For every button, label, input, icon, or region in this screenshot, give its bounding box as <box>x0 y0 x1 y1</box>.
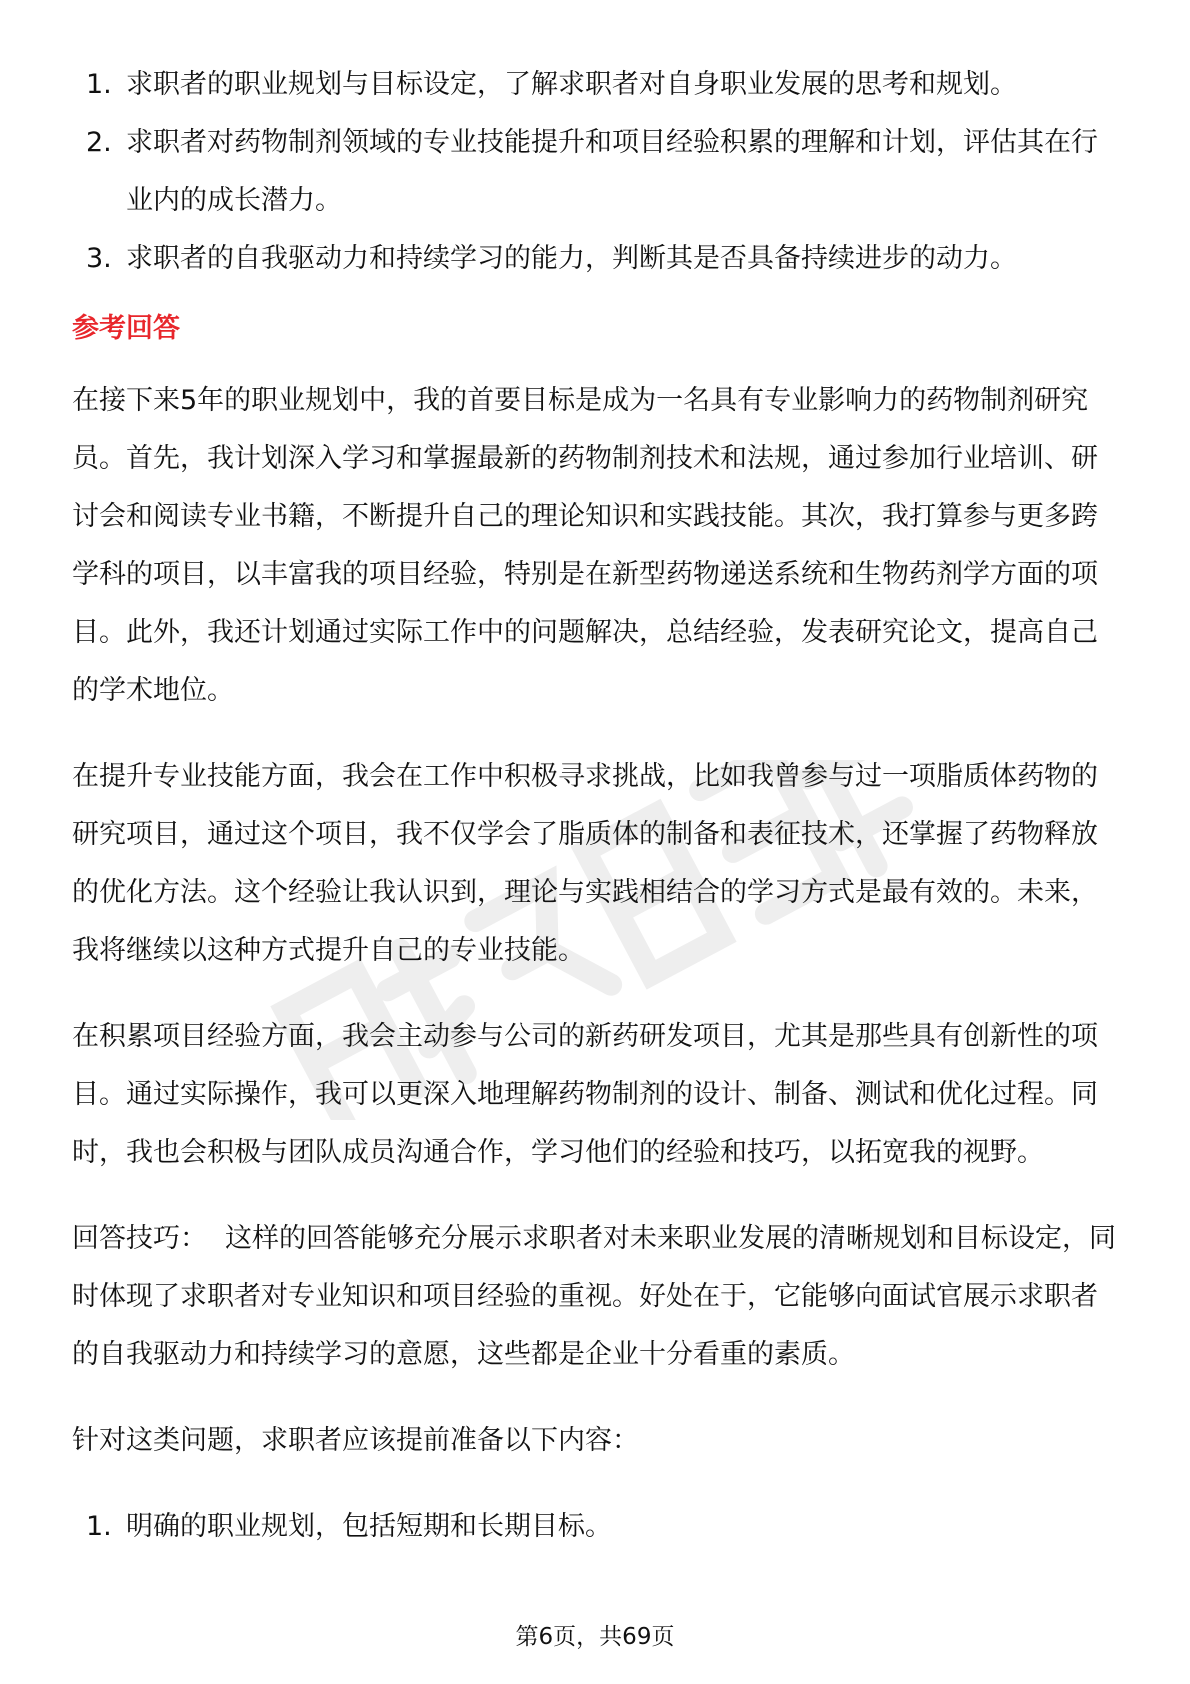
list-text: 求职者对药物制剂领域的专业技能提升和项目经验积累的理解和计划，评估其在行业内的成长潜力。 <box>126 127 1098 216</box>
list-item <box>72 56 1118 114</box>
list-number: 1. <box>86 69 112 100</box>
list-text: 明确的职业规划，包括短期和长期目标。 <box>126 1511 612 1542</box>
list-text: 求职者的职业规划与目标设定，了解求职者对自身职业发展的思考和规划。 <box>126 69 1017 100</box>
list-text: 求职者的自我驱动力和持续学习的能力，判断其是否具备持续进步的动力。 <box>126 243 1017 274</box>
section-title: 参考回答 <box>72 313 180 344</box>
list-number: 3. <box>86 243 112 274</box>
list-item <box>72 114 1118 230</box>
answer-paragraph: 在积累项目经验方面，我会主动参与公司的新药研发项目，尤其是那些具有创新性的项目。通过实际操作，我可以更深入地理解药物制剂的设计、制备、测试和优化过程。同时，我也会积极与团队成员沟通合作，学习他们的经验和技巧，以拓宽我的视野。 <box>72 1021 1098 1168</box>
tip-text: 这样的回答能够充分展示求职者对未来职业发展的清晰规划和目标设定，同时体现了求职者对专业知识和项目经验的重视。好处在于，它能够向面试官展示求职者的自我驱动力和持续学习的意愿，这些都是企业十分看重的素质。 <box>72 1223 1116 1370</box>
intro-list <box>72 56 1118 288</box>
list-number: 1. <box>86 1511 112 1542</box>
prep-intro: 针对这类问题，求职者应该提前准备以下内容： <box>72 1425 639 1456</box>
list-item <box>72 1498 1118 1556</box>
page-footer: 第6页，共69页 <box>515 1624 675 1650</box>
prep-list <box>72 1498 1118 1556</box>
answer-paragraph: 在提升专业技能方面，我会在工作中积极寻求挑战，比如我曾参与过一项脂质体药物的研究项目，通过这个项目，我不仅学会了脂质体的制备和表征技术，还掌握了药物释放的优化方法。这个经验让我认识到，理论与实践相结合的学习方式是最有效的。未来，我将继续以这种方式提升自己的专业技能。 <box>72 761 1098 966</box>
tip-label: 回答技巧： <box>72 1223 207 1254</box>
list-item <box>72 230 1118 288</box>
document-content <box>72 56 1118 1556</box>
list-number: 2. <box>86 127 112 158</box>
tip-paragraph <box>72 1210 1118 1384</box>
answer-paragraph: 在接下来5年的职业规划中，我的首要目标是成为一名具有专业影响力的药物制剂研究员。首先，我计划深入学习和掌握最新的药物制剂技术和法规，通过参加行业培训、研讨会和阅读专业书籍，不断提升自己的理论知识和实践技能。其次，我打算参与更多跨学科的项目，以丰富我的项目经验，特别是在新型药物递送系统和生物药剂学方面的项目。此外，我还计划通过实际工作中的问题解决，总结经验，发表研究论文，提高自己的学术地位。 <box>72 385 1098 706</box>
